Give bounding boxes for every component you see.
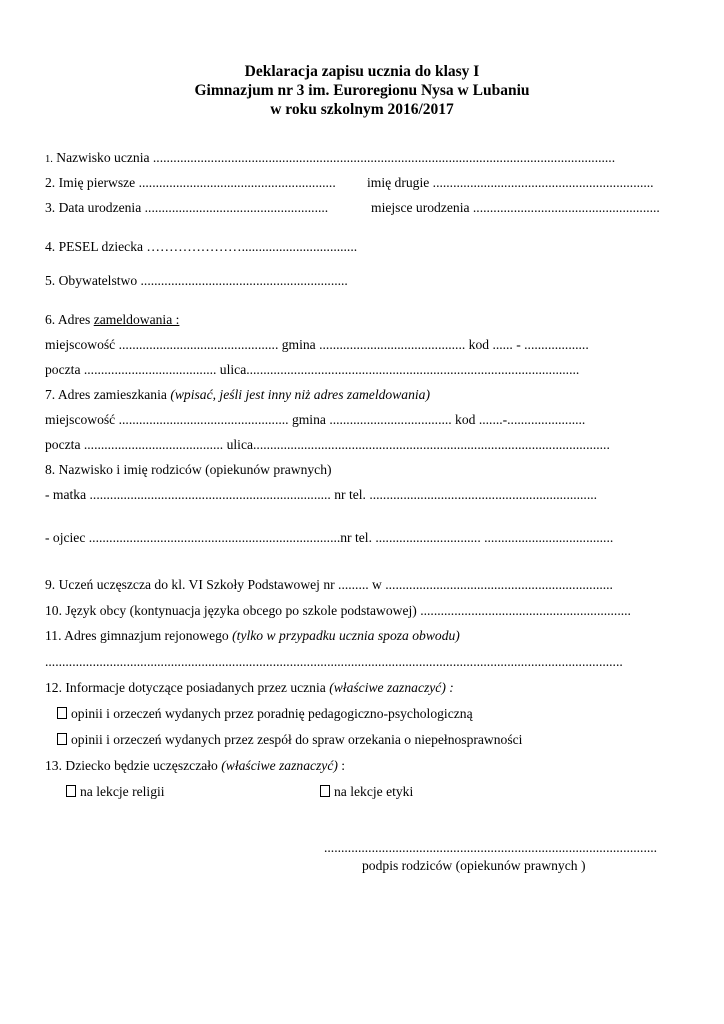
field-birth-date[interactable]: 3. Data urodzenia ...................................................... bbox=[45, 200, 329, 215]
field-registered-post-street[interactable]: poczta ....................................... ulica.................................................................................................. bbox=[45, 362, 580, 377]
field-first-name[interactable]: 2. Imię pierwsze .......................................................... bbox=[45, 175, 336, 190]
field-citizenship[interactable]: 5. Obywatelstwo ............................................................. bbox=[45, 273, 348, 288]
form-title-line-1: Deklaracja zapisu ucznia do klasy I bbox=[244, 63, 480, 80]
option-label: opinii i orzeczeń wydanych przez zespół do spraw orzekania o niepełnosprawności bbox=[71, 732, 523, 747]
section-label: 6. Adres bbox=[45, 312, 94, 327]
section-label: 7. Adres zamieszkania bbox=[45, 387, 171, 402]
field-number: 1. bbox=[45, 154, 53, 165]
field-second-name[interactable]: imię drugie ................................................................. bbox=[367, 175, 654, 190]
field-pesel[interactable]: 4. PESEL dziecka ………………….................................. bbox=[45, 239, 358, 254]
section-label: 11. Adres gimnazjum rejonowego bbox=[45, 628, 233, 643]
section-district-school bbox=[45, 628, 460, 644]
field-father-name-phone[interactable]: - ojciec ..........................................................................nr tel. ............................... ...................................... bbox=[45, 530, 614, 545]
field-mother-name-phone[interactable]: - matka ....................................................................... nr tel. ................................................................... bbox=[45, 487, 598, 502]
option-disability-opinion[interactable] bbox=[57, 732, 522, 748]
form-title-line-3: w roku szkolnym 2016/2017 bbox=[270, 101, 454, 118]
signature-label: podpis rodziców (opiekunów prawnych ) bbox=[362, 858, 586, 873]
field-label: Nazwisko ucznia ........................................................................................................................................ bbox=[52, 150, 616, 165]
section-residence-address bbox=[45, 387, 430, 403]
section-label: 13. Dziecko będzie uczęszczało bbox=[45, 758, 222, 773]
section-student-documents bbox=[45, 680, 454, 696]
section-note: (tylko w przypadku ucznia spoza obwodu) bbox=[232, 628, 460, 643]
field-registered-town-commune-postcode[interactable]: miejscowość ............................................... gmina ........................................... kod ...... - ................... bbox=[45, 337, 589, 352]
section-note: (wpisać, jeśli jest inny niż adres zameldowania) bbox=[170, 387, 430, 402]
field-residence-post-street[interactable]: poczta ......................................... ulica......................................................................................................... bbox=[45, 437, 610, 452]
section-note: (właściwe zaznaczyć) bbox=[221, 758, 338, 773]
section-note: (właściwe zaznaczyć) : bbox=[329, 680, 454, 695]
checkbox[interactable] bbox=[57, 707, 67, 719]
option-label: na lekcje etyki bbox=[334, 784, 414, 799]
checkbox[interactable] bbox=[320, 785, 330, 797]
option-religion[interactable] bbox=[66, 784, 165, 800]
section-registered-address bbox=[45, 312, 179, 328]
option-ethics[interactable] bbox=[320, 784, 413, 800]
field-student-surname[interactable] bbox=[45, 150, 615, 168]
section-lessons bbox=[45, 758, 345, 774]
section-colon: : bbox=[337, 758, 346, 773]
option-counseling-opinion[interactable] bbox=[57, 706, 473, 722]
option-label: na lekcje religii bbox=[80, 784, 165, 799]
option-label: opinii i orzeczeń wydanych przez poradnię pedagogiczno-psychologiczną bbox=[71, 706, 473, 721]
section-parents: 8. Nazwisko i imię rodziców (opiekunów prawnych) bbox=[45, 462, 332, 477]
checkbox[interactable] bbox=[66, 785, 76, 797]
form-title-line-2: Gimnazjum nr 3 im. Euroregionu Nysa w Lubaniu bbox=[194, 82, 530, 99]
signature-line[interactable]: .................................................................................................. bbox=[324, 840, 658, 855]
checkbox[interactable] bbox=[57, 733, 67, 745]
section-label: 12. Informacje dotyczące posiadanych przez ucznia bbox=[45, 680, 330, 695]
field-district-school-address[interactable]: .......................................................................................................................................................................... bbox=[45, 654, 623, 669]
field-primary-school[interactable]: 9. Uczeń uczęszcza do kl. VI Szkoły Podstawowej nr ......... w ................................................................... bbox=[45, 577, 613, 592]
field-foreign-language[interactable]: 10. Język obcy (kontynuacja języka obcego po szkole podstawowej) .............................................................. bbox=[45, 603, 631, 618]
field-birth-place[interactable]: miejsce urodzenia ....................................................... bbox=[371, 200, 660, 215]
section-label-underlined: zameldowania : bbox=[93, 312, 180, 327]
field-residence-town-commune-postcode[interactable]: miejscowość .................................................. gmina .................................... kod .......-....................... bbox=[45, 412, 586, 427]
